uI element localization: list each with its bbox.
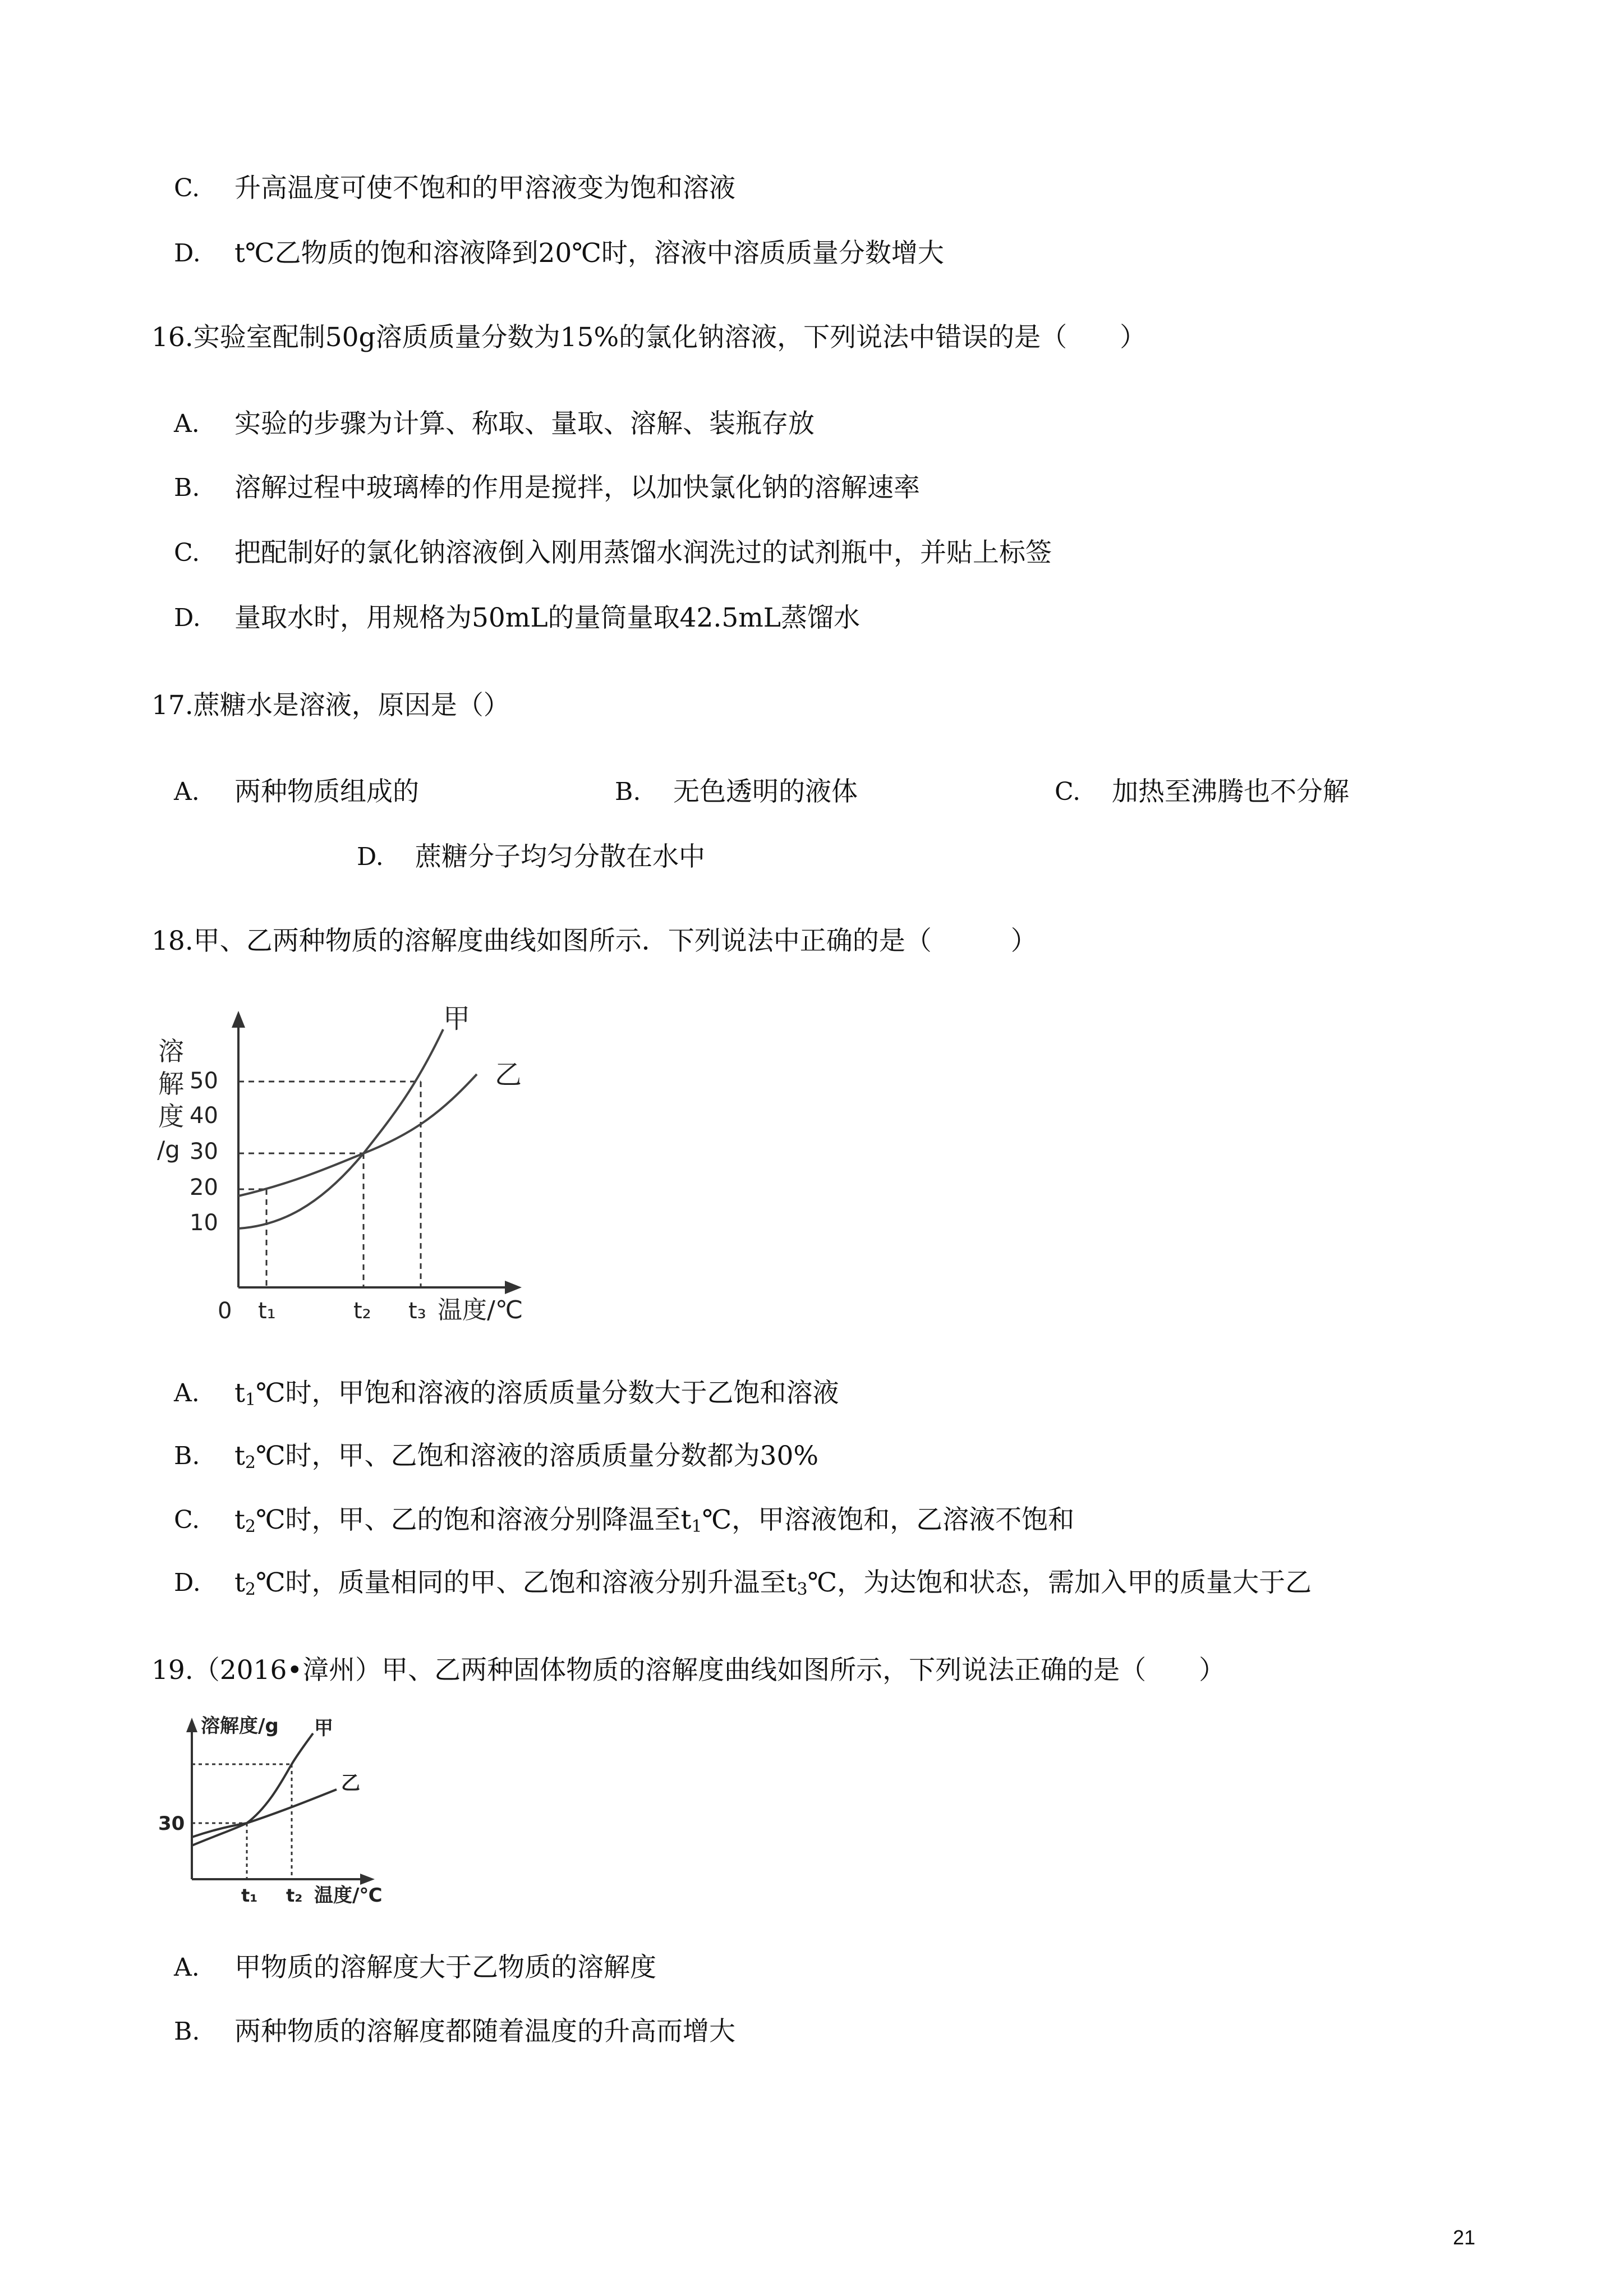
y-axis-label: 溶解度/g <box>201 1715 279 1737</box>
question-stem: 16.实验室配制50g溶质质量分数为15%的氯化钠溶液，下列说法中错误的是（ ） <box>151 322 1147 353</box>
option-letter: C. <box>174 1506 200 1534</box>
option-letter: D. <box>174 1568 201 1597</box>
y-axis-arrow <box>232 1011 245 1028</box>
y-tick-label: 10 <box>190 1210 218 1236</box>
option-text: $t_2℃$时，质量相同的甲、乙饱和溶液分别升温至$t_3℃$，为达饱和状态，需加入甲的质量大于乙 <box>234 1567 1312 1599</box>
option-text: 甲物质的溶解度大于乙物质的溶解度 <box>234 1952 656 1983</box>
x-axis-arrow <box>505 1281 522 1294</box>
option-text: 把配制好的氯化钠溶液倒入刚用蒸馏水润洗过的试剂瓶中，并贴上标签 <box>234 537 1052 568</box>
option-letter: A. <box>174 777 200 806</box>
x-tick-label: t₁ <box>258 1298 276 1324</box>
series-label-yi: 乙 <box>341 1772 360 1795</box>
x-tick-label: t₁ <box>241 1885 258 1906</box>
y-axis-arrow <box>186 1718 197 1732</box>
y-axis-label-char: 溶 <box>158 1036 184 1066</box>
y-tick-label: 20 <box>190 1175 218 1200</box>
question-stem: 19.（2016•漳州）甲、乙两种固体物质的溶解度曲线如图所示，下列说法正确的是（ ） <box>151 1655 1226 1686</box>
solubility-curve-figure-18 <box>151 999 589 1329</box>
option-letter: C. <box>1055 777 1081 806</box>
option-text: 升高温度可使不饱和的甲溶液变为饱和溶液 <box>234 173 735 204</box>
question-stem: 18.甲、乙两种物质的溶解度曲线如图所示．下列说法中正确的是（ ） <box>151 926 1037 956</box>
option-letter: C. <box>174 174 200 203</box>
series-label-jia: 甲 <box>314 1717 333 1740</box>
option-text: 实验的步骤为计算、称取、量取、溶解、装瓶存放 <box>234 408 815 439</box>
option-text: $t_2℃$时，甲、乙饱和溶液的溶质质量分数都为30% <box>234 1441 819 1473</box>
curve-yi <box>192 1789 337 1837</box>
option-letter: D. <box>357 843 384 871</box>
y-axis-label-char: 度 <box>158 1101 184 1131</box>
option-letter: B. <box>615 777 641 806</box>
solubility-curve-figure-19 <box>151 1711 443 1907</box>
option-letter: D. <box>174 239 201 268</box>
option-text: 两种物质的溶解度都随着温度的升高而增大 <box>234 2016 735 2047</box>
series-label-yi: 乙 <box>495 1059 522 1091</box>
series-label-jia: 甲 <box>443 1003 471 1034</box>
y-axis-label-char: 解 <box>158 1069 184 1099</box>
option-letter: B. <box>174 2017 200 2046</box>
y-tick-label: 30 <box>158 1812 185 1835</box>
y-tick-label: 50 <box>190 1068 218 1094</box>
option-text: t℃乙物质的饱和溶液降到20℃时，溶液中溶质质量分数增大 <box>234 238 944 269</box>
option-text: $t_2℃$时，甲、乙的饱和溶液分别降温至$t_1℃$，甲溶液饱和，乙溶液不饱和 <box>234 1504 1075 1536</box>
option-text: 溶解过程中玻璃棒的作用是搅拌，以加快氯化钠的溶解速率 <box>234 472 920 503</box>
option-letter: B. <box>174 1442 200 1470</box>
option-text: 蔗糖分子均匀分散在水中 <box>415 841 705 872</box>
x-tick-label: t₂ <box>353 1298 371 1324</box>
curve-jia <box>192 1733 313 1846</box>
x-axis-label: 温度/℃ <box>438 1296 523 1324</box>
question-stem: 17.蔗糖水是溶液，原因是（） <box>151 690 510 721</box>
option-letter: A. <box>174 409 200 438</box>
option-letter: D. <box>174 604 201 632</box>
x-tick-label: t₃ <box>408 1298 426 1324</box>
option-text: 两种物质组成的 <box>234 776 419 807</box>
origin-label: 0 <box>218 1298 232 1324</box>
option-letter: A. <box>174 1953 200 1982</box>
x-tick-label: t₂ <box>286 1885 303 1906</box>
option-letter: B. <box>174 473 200 502</box>
option-text: 加热至沸腾也不分解 <box>1112 776 1349 807</box>
x-axis-label: 温度/℃ <box>314 1884 383 1907</box>
option-letter: C. <box>174 539 200 567</box>
x-axis-arrow <box>360 1874 375 1885</box>
option-text: 量取水时，用规格为50mL的量筒量取42.5mL蒸馏水 <box>234 602 861 633</box>
option-text: 无色透明的液体 <box>673 776 858 807</box>
y-axis-label-char: /g <box>157 1136 180 1163</box>
option-text: $t_1℃$时，甲饱和溶液的溶质质量分数大于乙饱和溶液 <box>234 1378 839 1410</box>
curve-yi <box>238 1074 477 1196</box>
y-tick-label: 40 <box>190 1103 218 1129</box>
y-tick-label: 30 <box>190 1139 218 1165</box>
option-letter: A. <box>174 1379 200 1407</box>
page-number: 21 <box>1453 2226 1476 2249</box>
